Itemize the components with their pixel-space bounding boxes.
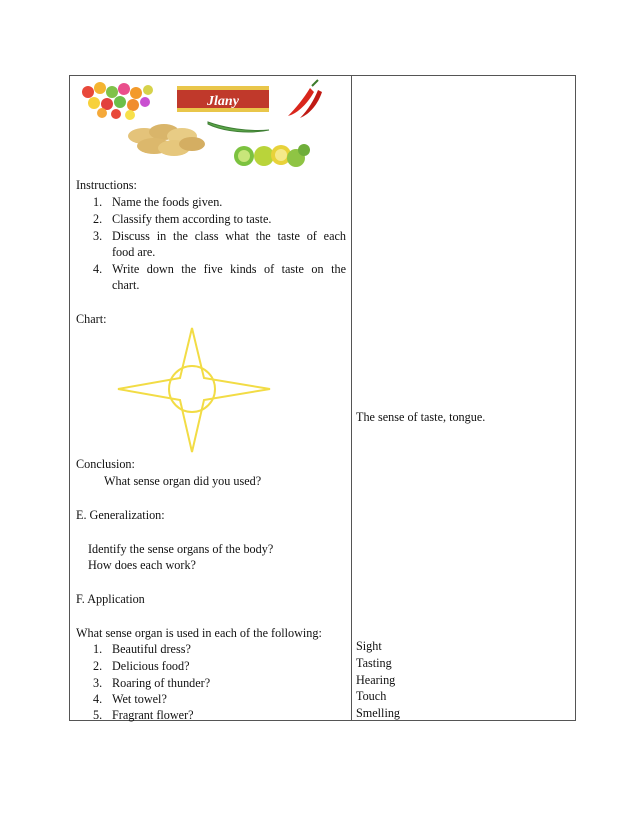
generalization-question: Identify the sense organs of the body? [88,542,274,556]
instruction-item-continued: food are. [112,245,156,259]
instruction-number: 4. [93,262,103,276]
column-divider [351,76,352,720]
conclusion-heading: Conclusion: [76,457,135,471]
green-bean-image [208,122,269,132]
conclusion-question: What sense organ did you used? [104,474,262,488]
instructions-heading: Instructions: [76,178,137,192]
application-answer: Sight [356,639,382,653]
taste-star-chart [116,326,274,456]
application-prompt: What sense organ is used in each of the following: [76,626,322,640]
application-number: 3. [93,676,103,690]
lesson-table [69,75,576,721]
instruction-number: 1. [93,195,103,209]
application-answer: Tasting [356,656,392,670]
citrus-image [234,144,310,167]
candies-image [82,82,153,120]
application-item: Beautiful dress? [112,642,191,656]
instruction-item: Name the foods given. [112,195,223,209]
generalization-question: How does each work? [88,558,196,572]
star-center-circle [169,366,215,412]
generalization-heading: E. Generalization: [76,508,165,522]
application-answer: Smelling [356,706,401,720]
chart-heading: Chart: [76,312,107,326]
snack-wrapper-image [177,86,269,112]
application-answer: Touch [356,689,387,703]
instruction-item: Discuss in the class what the taste of each [112,229,346,243]
application-item: Roaring of thunder? [112,676,211,690]
application-item: Delicious food? [112,659,190,673]
application-number: 1. [93,642,103,656]
instruction-item: Classify them according to taste. [112,212,272,226]
chili-image [288,80,322,118]
application-item: Fragrant flower? [112,708,194,722]
application-number: 4. [93,692,103,706]
application-number: 5. [93,708,103,722]
food-images [74,78,349,173]
star-outline [118,328,270,452]
instruction-item-continued: chart. [112,278,140,292]
application-item: Wet towel? [112,692,167,706]
application-heading: F. Application [76,592,145,606]
snack-label: Jlany [207,94,239,109]
application-number: 2. [93,659,103,673]
instruction-number: 2. [93,212,103,226]
instruction-item: Write down the five kinds of taste on the [112,262,346,276]
application-answer: Hearing [356,673,396,687]
taste-answer: The sense of taste, tongue. [356,410,486,424]
chips-image [128,124,205,156]
instruction-number: 3. [93,229,103,243]
